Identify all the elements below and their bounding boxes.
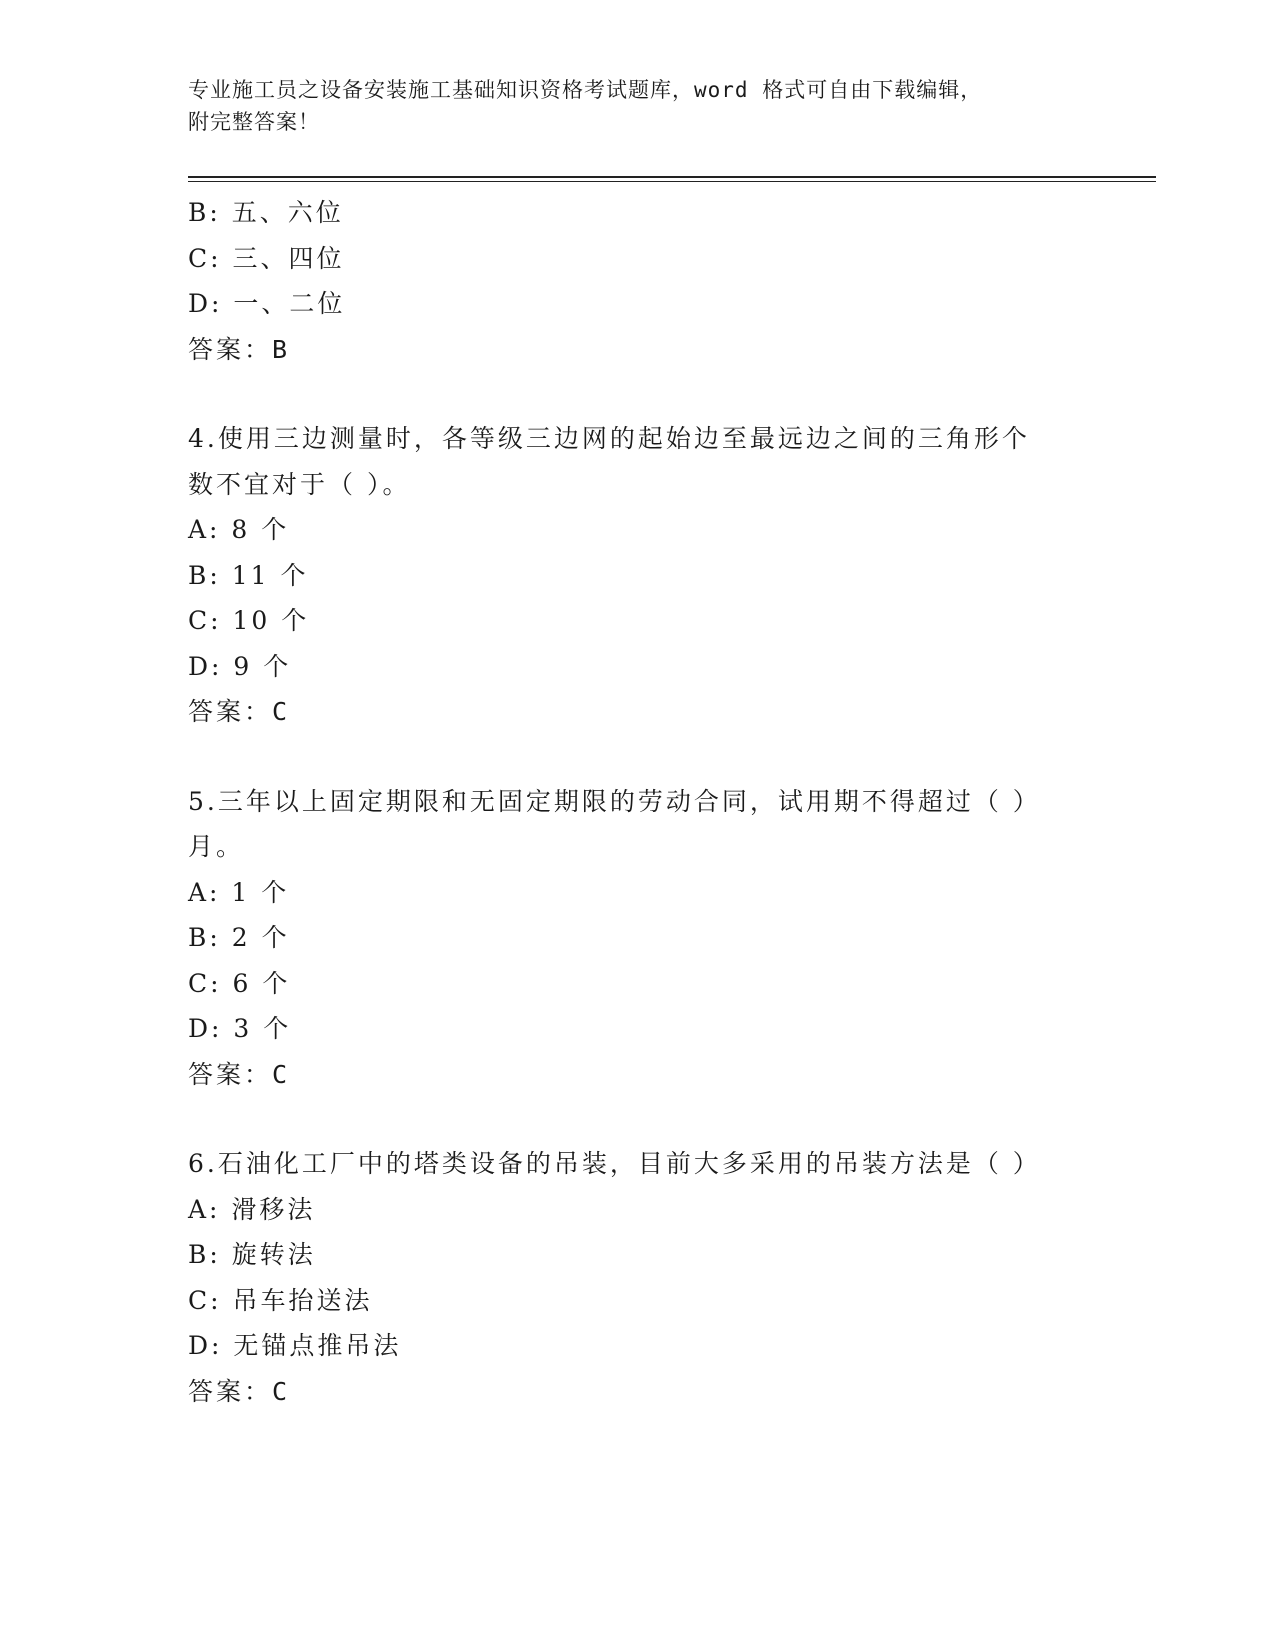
answer-value: C [272,697,291,726]
option-d: D: 一、二位 [188,289,346,318]
header-line-1: 专业施工员之设备安装施工基础知识资格考试题库，word 格式可自由下载编辑， [188,78,983,102]
option-a: A: 滑移法 [188,1194,316,1224]
question-stem-line: 6.石油化工厂中的塔类设备的吊装，目前大多采用的吊装方法是（ ） [188,1149,1041,1178]
answer-line [188,1052,1088,1098]
question-3-continuation [188,190,1088,372]
question-5 [188,779,1088,1098]
option-b: B: 11 个 [188,560,309,590]
option-c: C: 6 个 [188,968,291,998]
answer-line [188,689,1088,735]
question-stem-line: 数不宜对于（ ）。 [188,469,411,499]
document-body [188,190,1088,1414]
question-stem-line: 5.三年以上固定期限和无固定期限的劳动合同，试用期不得超过（ ） [188,786,1041,816]
answer-label: 答案： [188,334,273,364]
answer-line [188,1369,1088,1415]
option-d: D: 无锚点推吊法 [188,1331,402,1360]
question-stem-line: 月。 [188,832,245,861]
option-c: C: 吊车抬送法 [188,1285,373,1315]
answer-value: C [272,1059,291,1089]
option-c: C: 三、四位 [188,243,345,273]
question-stem-line: 4.使用三边测量时，各等级三边网的起始边至最远边之间的三角形个 [188,424,1030,453]
option-a: A: 1 个 [188,877,290,907]
option-b: B: 五、六位 [188,198,344,227]
answer-label: 答案： [188,697,273,726]
header-divider-thin [188,181,1156,182]
question-4 [188,416,1088,735]
document-header [188,74,1068,138]
option-d: D: 3 个 [188,1014,292,1043]
answer-label: 答案： [188,1376,273,1406]
option-d: D: 9 个 [188,651,292,681]
option-b: B: 2 个 [188,923,290,952]
answer-value: C [272,1376,291,1406]
option-c: C: 10 个 [188,606,310,635]
answer-value: B [272,334,291,364]
header-divider-thick [188,176,1156,178]
header-line-2: 附完整答案！ [188,110,320,134]
answer-label: 答案： [188,1059,273,1089]
option-b: B: 旋转法 [188,1240,316,1269]
question-6 [188,1141,1088,1414]
option-a: A: 8 个 [188,515,290,544]
answer-line [188,327,1088,373]
